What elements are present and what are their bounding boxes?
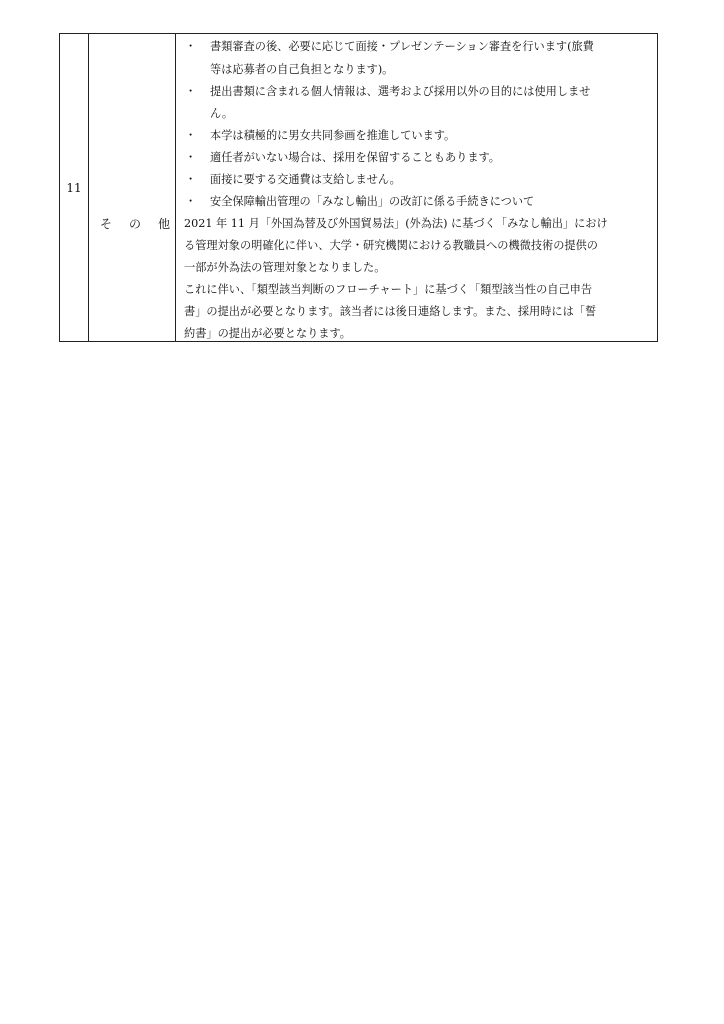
section-label-cell — [89, 34, 176, 341]
bullet-mark: ・ — [185, 151, 197, 164]
bullet-mark: ・ — [185, 195, 197, 208]
bullet-1-line-1: 書類審査の後、必要に応じて面接・プレゼンテーション審査を行います(旅費 — [210, 40, 594, 53]
section-number-cell — [60, 34, 89, 341]
bullet-1-line-2: 等は応募者の自己負担となります)。 — [210, 63, 394, 76]
bullet-6-line-1: 安全保障輸出管理の「みなし輸出」の改訂に係る手続きについて — [210, 195, 535, 208]
bullet-mark: ・ — [185, 85, 197, 98]
bullet-2-line-1: 提出書類に含まれる個人情報は、選考および採用以外の目的には使用しませ — [210, 85, 591, 98]
bullet-mark: ・ — [185, 129, 197, 142]
paragraph-1-line-3: 一部が外為法の管理対象となりました。 — [184, 261, 386, 274]
section-number: 11 — [66, 180, 82, 195]
paragraph-2-line-1: これに伴い、「類型該当判断のフローチャート」に基づく「類型該当性の自己申告 — [184, 283, 593, 296]
bullet-4-line-1: 適任者がいない場合は、採用を保留することもあります。 — [210, 151, 500, 164]
paragraph-2-line-3: 約書」の提出が必要となります。 — [184, 327, 351, 340]
bullet-mark: ・ — [185, 40, 197, 53]
bullet-5-line-1: 面接に要する交通費は支給しません。 — [210, 173, 401, 186]
paragraph-2-line-2: 書」の提出が必要となります。該当者には後日連絡します。また、採用時には「誓 — [184, 305, 597, 318]
section-label-char-1: そ — [100, 217, 113, 231]
section-label-char-2: の — [129, 217, 142, 231]
paragraph-1-line-2: る管理対象の明確化に伴い、大学・研究機関における教職員への機微技術の提供の — [184, 239, 598, 252]
bullet-3-line-1: 本学は積極的に男女共同参画を推進しています。 — [210, 129, 456, 142]
section-label-char-3: 他 — [158, 217, 171, 231]
bullet-2-line-2: ん。 — [210, 107, 234, 120]
paragraph-1-line-1: 2021 年 11 月「外国為替及び外国貿易法」(外為法) に基づく「みなし輸出」におけ — [184, 217, 608, 230]
section-content-cell — [176, 34, 657, 341]
notes-table — [59, 33, 658, 342]
bullet-mark: ・ — [185, 173, 197, 186]
